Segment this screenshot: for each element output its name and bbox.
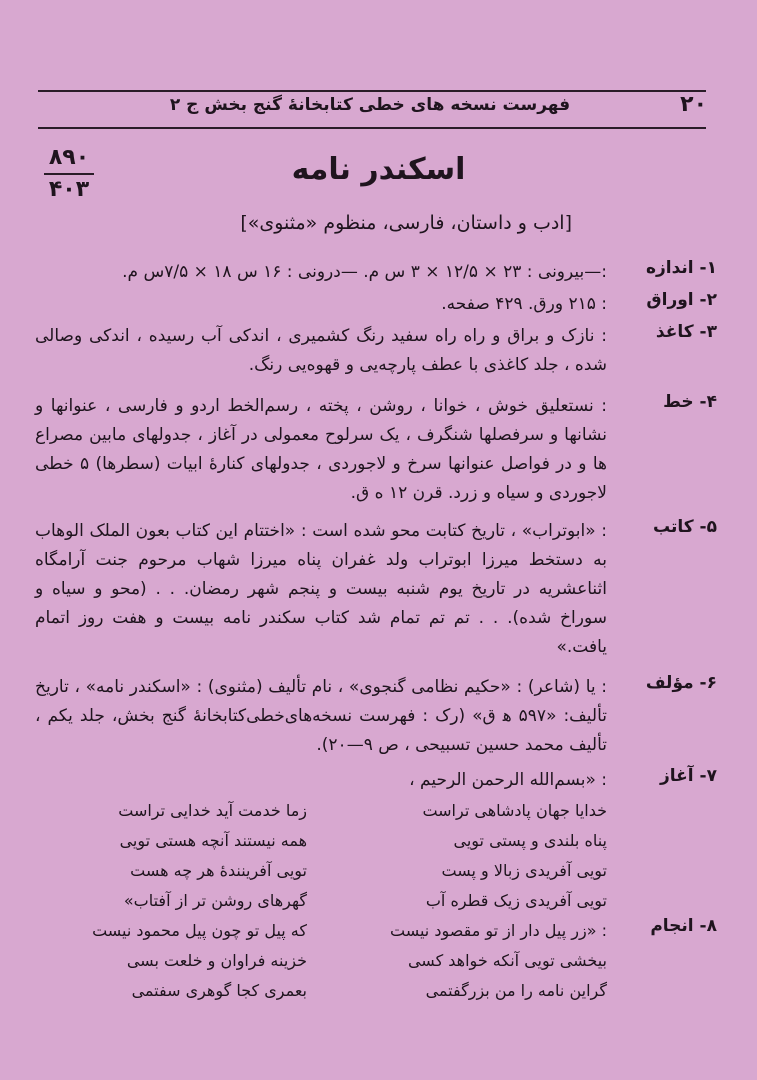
verse-row <box>52 916 607 946</box>
entry-text: : «ابوتراب» ، تاریخ کتابت محو شده است : «اختتام این کتاب بعون الملک الوهاب به دستخط میرزا ابوتراب ولد غفران پناه میرزا شهاب مرحوم جنت آرامگاه اثناعشریه در تاریخ یوم شنبه بیست و پنجم شهر رمضان. . . (محو و سیاه و سوراخ شده). . . تم تم تمام شد کتاب سکندر نامه بیست و هفت روز اتمام یافت.» <box>35 521 607 657</box>
entry-text: : یا (شاعر) : «حکیم نظامی گنجوی» ، نام تألیف (مثنوی) : «اسکندر نامه» ، تاریخ تألیف: «۵۹۷ ه‍ ق» (رک : فهرست نسخه‌های‌خطی‌کتابخانهٔ گنج بخش، جلد یکم ، تألیف محمد حسین تسبیحی ، ص ۹—۲۰). <box>35 677 607 755</box>
verse-second-hemistich: خزینه فراوان و خلعت بسی <box>126 951 307 970</box>
verse-first-hemistich: خدایا جهان پادشاهی تراست <box>422 801 607 820</box>
verse-row <box>52 946 607 976</box>
opening-verses <box>52 796 607 916</box>
verse-second-hemistich: زما خدمت آید خدایی تراست <box>118 801 307 820</box>
entry-text: : «بسم‌الله الرحمن الرحیم ، <box>409 770 607 790</box>
verse-second-hemistich: همه نیستند آنچه هستی تویی <box>119 831 307 850</box>
entry-size <box>35 258 717 287</box>
entry-scribe <box>35 517 717 662</box>
verse-first-hemistich: بیخشی تویی آنکه خواهد کسی <box>407 951 607 970</box>
verse-first-hemistich: : «زر پیل دار از تو مقصود نیست <box>389 921 607 940</box>
verse-row <box>52 886 607 916</box>
entry-text: : ۲۱۵ ورق. ۴۲۹ صفحه. <box>441 294 607 314</box>
entry-author <box>35 673 717 760</box>
entry-script <box>35 392 717 508</box>
verse-first-hemistich: تویی آفریدی زیک قطره آب <box>425 891 607 910</box>
verse-second-hemistich: گهرهای روشن تر از آفتاب» <box>123 891 307 910</box>
verse-first-hemistich: تویی آفریدی زبالا و پست <box>441 861 607 880</box>
verse-row <box>52 796 607 826</box>
entry-text: :—بیرونی : ۲۳ × ۱۲/۵ × ۳ س م. —درونی : ۱۶ س ۱۸ × ۷/۵س م. <box>122 262 607 282</box>
manuscript-number-top: ۸۹۰ <box>48 145 90 170</box>
verse-row <box>52 976 607 1006</box>
verse-second-hemistich: تویی آفرینندهٔ هر چه هست <box>130 861 307 880</box>
manuscript-number-bottom: ۴۰۳ <box>48 177 90 202</box>
entry-paper <box>35 322 717 380</box>
entry-incipit <box>35 766 717 795</box>
entry-label: ۵- کاتب <box>652 517 717 537</box>
entry-label: ۴- خط <box>663 392 717 412</box>
running-header-title: فهرست نسخه های خطی کتابخانهٔ گنج بخش ج ۲ <box>169 95 571 115</box>
header-bottom-rule <box>38 127 706 129</box>
entry-folios <box>35 290 717 319</box>
verse-second-hemistich: که پیل تو چون پیل محمود نیست <box>92 921 307 940</box>
closing-verses <box>52 916 607 1006</box>
entry-label: ۶- مؤلف <box>645 673 717 693</box>
entry-label: ۷- آغاز <box>660 766 717 786</box>
entry-text: : نازک و براق و راه راه سفید رنگ کشمیری ، اندکی آب رسیده ، اندکی وصالی شده ، جلد کاغذی با عطف پارچه‌یی و قهوه‌یی رنگ. <box>35 326 607 375</box>
verse-row <box>52 856 607 886</box>
entry-label: ۸- انجام <box>650 916 717 936</box>
page-number: ۲۰ <box>680 92 707 117</box>
entry-label: ۳- کاغذ <box>655 322 717 342</box>
book-title: اسکندر نامه <box>291 152 466 187</box>
entry-label: ۲- اوراق <box>646 290 717 310</box>
verse-row <box>52 826 607 856</box>
header-top-rule <box>38 90 706 92</box>
entry-label: ۱- اندازه <box>645 258 717 278</box>
subject-line: [ادب و داستان، فارسی، منظوم «مثنوی»] <box>240 212 572 234</box>
verse-first-hemistich: پناه بلندی و پستی تویی <box>453 831 607 850</box>
entry-text: : نستعلیق خوش ، خوانا ، روشن ، پخته ، رسم‌الخط اردو و فارسی ، عنوانها و نشانها و سرفصلها شنگرف ، یک سرلوح معمولی در آغاز ، جدولهای مابین مصراع ها و در فواصل عنوانها سرخ و لاجوردی ، جدولهای کنارهٔ ابیات (سطرها) ۵ خطی لاجوردی و سیاه و زرد. قرن ۱۲ ه ق. <box>35 396 607 503</box>
verse-second-hemistich: بعمری کجا گوهری سفتمی <box>131 981 307 1000</box>
verse-first-hemistich: گراین نامه را من بزرگفتمی <box>425 981 607 1000</box>
